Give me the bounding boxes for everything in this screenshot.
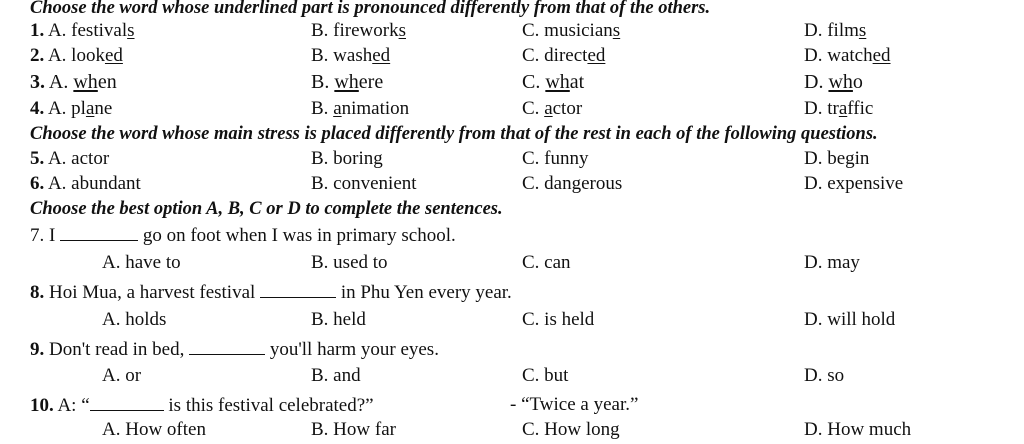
question-6	[0, 173, 1024, 198]
underlined-part: s	[127, 20, 135, 41]
question-number: 6.	[30, 173, 45, 194]
question-8-stem	[0, 281, 1024, 306]
question-8-options	[0, 309, 1024, 334]
question-5	[0, 148, 1024, 173]
option-b: B. held	[311, 309, 366, 330]
underlined-part: s	[398, 20, 406, 41]
option-c	[522, 45, 605, 67]
option-text-rest: ctor	[552, 98, 583, 119]
answer-blank	[260, 281, 336, 298]
option-c	[522, 20, 620, 42]
option-b: B. and	[311, 365, 361, 386]
question-number: 5.	[30, 148, 45, 169]
option-text-rest: ne	[94, 98, 113, 119]
option-text: B. firework	[311, 20, 399, 41]
option-b: B. boring	[311, 148, 383, 169]
option-text-rest: o	[852, 71, 863, 93]
option-text: A. look	[47, 45, 105, 66]
stem-start: Don't read in bed,	[49, 339, 185, 360]
option-c: C. dangerous	[522, 173, 623, 194]
option-c: C. funny	[522, 148, 589, 169]
option-text: C. musician	[522, 20, 613, 41]
option-text: D.	[804, 71, 829, 93]
question-1	[0, 20, 1024, 45]
stem-end: go on foot when I was in primary school.	[142, 225, 456, 246]
underlined-part: s	[858, 20, 867, 41]
question-2	[0, 45, 1024, 70]
question-number: 1.	[30, 20, 45, 41]
question-7-options	[0, 252, 1024, 277]
question-10-options	[0, 419, 1024, 444]
option-d: D. may	[804, 252, 860, 273]
stem-start: A: “	[57, 395, 90, 416]
option-d: D. How much	[804, 419, 912, 440]
option-text: B.	[311, 98, 334, 119]
option-text: D. watch	[804, 45, 873, 66]
underlined-part: a	[544, 98, 553, 119]
underlined-part: s	[612, 20, 621, 41]
option-text: D. film	[804, 20, 859, 41]
question-number: 8.	[30, 282, 45, 303]
answer-blank	[60, 224, 138, 241]
option-c: C. How long	[522, 419, 620, 440]
option-text: A.	[48, 71, 74, 93]
stem-end: you'll harm your eyes.	[269, 339, 439, 360]
option-a	[30, 173, 141, 195]
question-4	[0, 98, 1024, 123]
dialogue-reply: - “Twice a year.”	[510, 394, 639, 415]
underlined-part: a	[838, 98, 848, 119]
underlined-part: wh	[828, 71, 853, 93]
question-number: 4.	[30, 98, 45, 119]
option-b	[311, 20, 406, 42]
question-number: 3.	[30, 71, 45, 93]
option-d: D. so	[804, 365, 845, 386]
underlined-part: ed	[104, 45, 123, 66]
section-heading-pronunciation: Choose the word whose underlined part is pronounced differently from that of the others.	[30, 0, 711, 18]
option-text: D. tr	[804, 98, 839, 119]
option-a	[30, 20, 135, 42]
option-a	[30, 71, 117, 93]
option-b: B. convenient	[311, 173, 417, 194]
question-number: 2.	[30, 45, 45, 66]
question-10-stem	[0, 394, 1024, 419]
option-c: C. but	[522, 365, 569, 386]
option-c	[522, 98, 582, 120]
stem-start: Hoi Mua, a harvest festival	[49, 282, 256, 303]
option-text: B.	[311, 71, 335, 93]
option-d	[804, 98, 873, 120]
question-number: 10.	[30, 395, 54, 416]
question-9-stem	[0, 338, 1024, 363]
underlined-part: a	[333, 98, 342, 119]
option-text: A. abundant	[47, 173, 141, 194]
option-text-rest: nimation	[341, 98, 410, 119]
option-text: C.	[522, 71, 546, 93]
underlined-part: ed	[587, 45, 606, 66]
question-stem	[30, 338, 439, 361]
option-text-rest: en	[97, 71, 117, 93]
underlined-part: ed	[872, 45, 891, 66]
option-a	[30, 45, 123, 67]
option-text: B. wash	[311, 45, 373, 66]
section-heading-stress: Choose the word whose main stress is placed differently from that of the rest in each of the following questions.	[30, 124, 878, 144]
section-heading-complete: Choose the best option A, B, C or D to complete the sentences.	[30, 199, 503, 219]
underlined-part: ed	[372, 45, 391, 66]
option-a: A. How often	[102, 419, 206, 440]
option-d: D. will hold	[804, 309, 896, 330]
stem-start: I	[49, 225, 56, 246]
option-b	[311, 71, 383, 93]
question-number: 9.	[30, 339, 45, 360]
stem-end: in Phu Yen every year.	[340, 282, 512, 303]
question-3	[0, 71, 1024, 96]
option-text-rest: ere	[358, 71, 384, 93]
option-text-rest: at	[569, 71, 585, 93]
option-d: D. expensive	[804, 173, 904, 194]
option-d	[804, 45, 891, 67]
option-c: C. is held	[522, 309, 595, 330]
option-text: C. direct	[522, 45, 588, 66]
question-stem	[30, 224, 456, 247]
option-text-rest: ffic	[847, 98, 874, 119]
option-a: A. have to	[102, 252, 181, 273]
option-d: D. begin	[804, 148, 870, 169]
question-stem	[30, 281, 512, 304]
option-text: A. pl	[47, 98, 86, 119]
question-9-options	[0, 365, 1024, 390]
underlined-part: wh	[73, 71, 98, 93]
answer-blank	[90, 394, 164, 411]
question-number: 7.	[30, 225, 45, 246]
option-a: A. holds	[102, 309, 167, 330]
option-b	[311, 45, 390, 67]
option-c: C. can	[522, 252, 571, 273]
option-text: A. actor	[47, 148, 110, 169]
option-b	[311, 98, 409, 120]
option-a	[30, 98, 112, 120]
underlined-part: a	[85, 98, 95, 119]
answer-blank	[189, 338, 265, 355]
option-c	[522, 71, 584, 93]
stem-end: is this festival celebrated?”	[168, 395, 374, 416]
option-text: A. festival	[47, 20, 128, 41]
option-text: C.	[522, 98, 545, 119]
question-stem	[30, 394, 374, 417]
option-d	[804, 71, 863, 93]
option-a	[30, 148, 109, 170]
option-b: B. How far	[311, 419, 396, 440]
underlined-part: wh	[545, 71, 570, 93]
option-a: A. or	[102, 365, 142, 386]
question-7-stem	[0, 224, 1024, 249]
option-b: B. used to	[311, 252, 388, 273]
underlined-part: wh	[334, 71, 359, 93]
option-d	[804, 20, 866, 42]
